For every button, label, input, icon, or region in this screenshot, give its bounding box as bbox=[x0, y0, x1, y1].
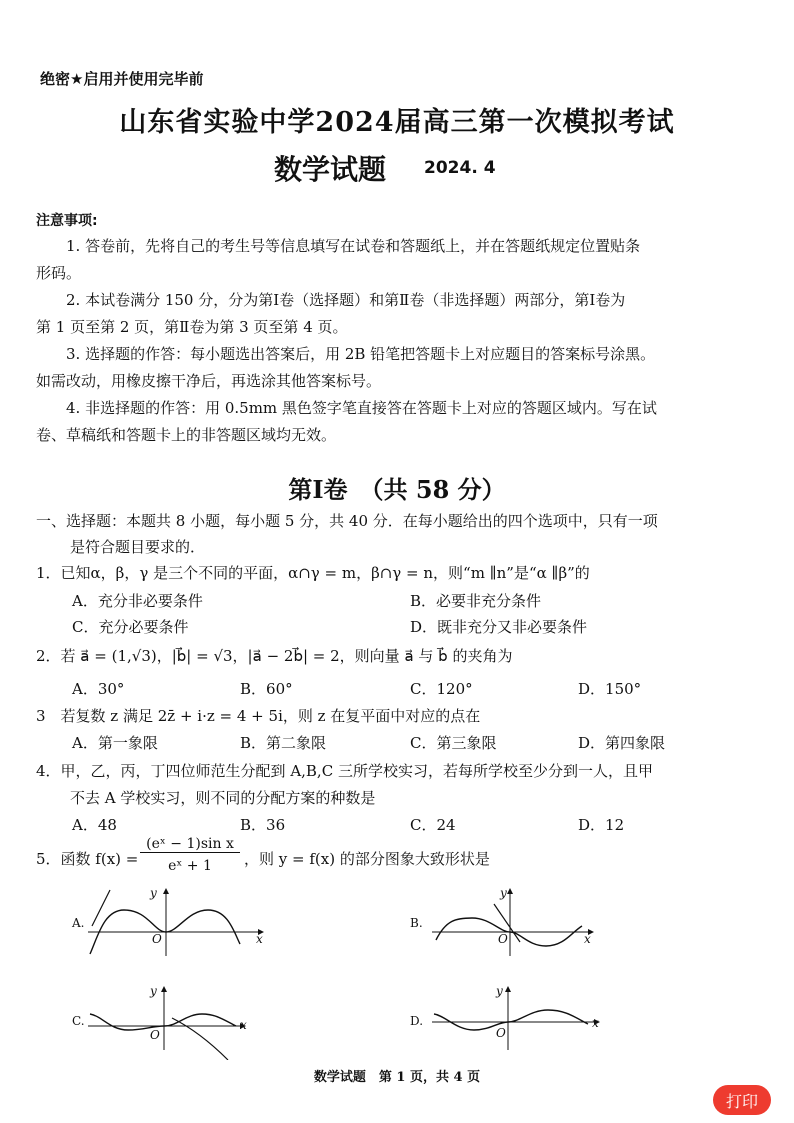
graph-c-x-label: x bbox=[240, 1018, 247, 1032]
graph-a-y-label: y bbox=[150, 886, 157, 900]
graph-c-y-label: y bbox=[150, 984, 157, 998]
q1-option-a: A．充分非必要条件 bbox=[72, 592, 203, 610]
q4-option-a: A．48 bbox=[72, 816, 117, 834]
y-axis-arrow bbox=[507, 888, 513, 894]
graph-a-origin: O bbox=[152, 932, 162, 946]
print-button[interactable]: 打印 bbox=[713, 1085, 771, 1115]
graph-b-y-label: y bbox=[500, 886, 507, 900]
notes-line: 第 1 页至第 2 页，第Ⅱ卷为第 3 页至第 4 页。 bbox=[36, 318, 348, 336]
q2-option-d: D．150° bbox=[578, 680, 642, 698]
graph-d bbox=[432, 984, 612, 1060]
graph-d-label: D. bbox=[410, 1014, 424, 1028]
graph-c-label: C. bbox=[72, 1014, 85, 1028]
notes-line: 形码。 bbox=[36, 264, 82, 282]
graph-b-x-label: x bbox=[584, 932, 591, 946]
graph-a-x-label: x bbox=[256, 932, 263, 946]
y-axis-arrow bbox=[161, 986, 167, 992]
q2-option-c: C．120° bbox=[410, 680, 473, 698]
graph-b-origin: O bbox=[498, 932, 508, 946]
q2-option-b: B．60° bbox=[240, 680, 293, 698]
question-4-stem: 4．甲，乙，丙，丁四位师范生分配到 A,B,C 三所学校实习，若每所学校至少分到一人，且甲 bbox=[36, 762, 653, 780]
section-instructions: 一、选择题：本题共 8 小题，每小题 5 分，共 40 分．在每小题给出的四个选项中，只有一项 bbox=[36, 512, 658, 530]
y-axis-arrow bbox=[505, 986, 511, 992]
question-3-stem: 3 若复数 z 满足 2z̄ + i·z = 4 + 5i，则 z 在复平面中对应的点在 bbox=[36, 707, 481, 725]
notes-line: 卷、草稿纸和答题卡上的非答题区域均无效。 bbox=[36, 426, 337, 444]
subject-title: 数学试题 bbox=[274, 153, 387, 186]
q4-option-c: C．24 bbox=[410, 816, 456, 834]
notes-line: 如需改动，用橡皮擦干净后，再选涂其他答案标号。 bbox=[36, 372, 382, 390]
q5-denominator: eˣ + 1 bbox=[168, 858, 212, 874]
question-5-suffix: ，则 y = f(x) 的部分图象大致形状是 bbox=[244, 850, 490, 868]
q2-option-a: A．30° bbox=[72, 680, 125, 698]
q3-option-c: C．第三象限 bbox=[410, 734, 497, 752]
graph-b bbox=[432, 886, 602, 956]
exam-title: 山东省实验中学2024届高三第一次模拟考试 bbox=[119, 107, 675, 138]
graph-d-x-label: x bbox=[592, 1016, 599, 1030]
graph-c-origin: O bbox=[150, 1028, 160, 1042]
graph-a bbox=[88, 886, 268, 956]
q1-option-b: B．必要非充分条件 bbox=[410, 592, 542, 610]
q3-option-a: A．第一象限 bbox=[72, 734, 158, 752]
graph-b-label: B. bbox=[410, 916, 423, 930]
notes-line: 1. 答卷前，先将自己的考生号等信息填写在试卷和答题纸上，并在答题纸规定位置贴条 bbox=[66, 237, 641, 255]
question-1-stem: 1．已知α，β，γ 是三个不同的平面，α∩γ = m，β∩γ = n，则“m ∥n”是“α ∥β”的 bbox=[36, 564, 590, 582]
y-axis-arrow bbox=[163, 888, 169, 894]
q3-option-b: B．第二象限 bbox=[240, 734, 327, 752]
q1-option-d: D．既非充分又非必要条件 bbox=[410, 618, 588, 636]
graph-d-y-label: y bbox=[496, 984, 503, 998]
notes-heading: 注意事项: bbox=[36, 213, 98, 229]
question-2-stem: 2．若 a⃗ = (1,√3)，|b⃗| = √3，|a⃗ − 2b⃗| = 2，则向量 a⃗ 与 b⃗ 的夹角为 bbox=[36, 647, 513, 665]
confidential-label: 绝密★启用并使用完毕前 bbox=[40, 70, 204, 88]
question-4-stem: 不去 A 学校实习，则不同的分配方案的种数是 bbox=[70, 789, 376, 807]
notes-line: 2. 本试卷满分 150 分，分为第Ⅰ卷（选择题）和第Ⅱ卷（非选择题）两部分，第Ⅰ卷为 bbox=[66, 291, 626, 309]
curve-branch bbox=[172, 1018, 228, 1060]
q4-option-b: B．36 bbox=[240, 816, 286, 834]
exam-date: 2024. 4 bbox=[424, 158, 496, 178]
section-instructions: 是符合题目要求的． bbox=[70, 538, 206, 556]
section-title: 第Ⅰ卷 （共 58 分） bbox=[288, 475, 506, 504]
notes-line: 3. 选择题的作答：每小题选出答案后，用 2B 铅笔把答题卡上对应题目的答案标号涂黑。 bbox=[66, 345, 656, 363]
q1-option-c: C．充分必要条件 bbox=[72, 618, 189, 636]
curve bbox=[434, 1010, 588, 1030]
curve bbox=[90, 1014, 236, 1030]
page-footer: 数学试题 第 1 页，共 4 页 bbox=[313, 1070, 481, 1085]
q5-numerator: (eˣ − 1)sin x bbox=[140, 836, 240, 853]
question-5-prefix: 5．函数 f(x) = bbox=[36, 850, 139, 868]
graph-a-label: A. bbox=[72, 916, 85, 930]
q3-option-d: D．第四象限 bbox=[578, 734, 666, 752]
q4-option-d: D．12 bbox=[578, 816, 625, 834]
graph-d-origin: O bbox=[496, 1026, 506, 1040]
notes-line: 4. 非选择题的作答：用 0.5mm 黑色签字笔直接答在答题卡上对应的答题区域内。写在试 bbox=[66, 399, 657, 417]
curve-branch bbox=[92, 890, 110, 926]
